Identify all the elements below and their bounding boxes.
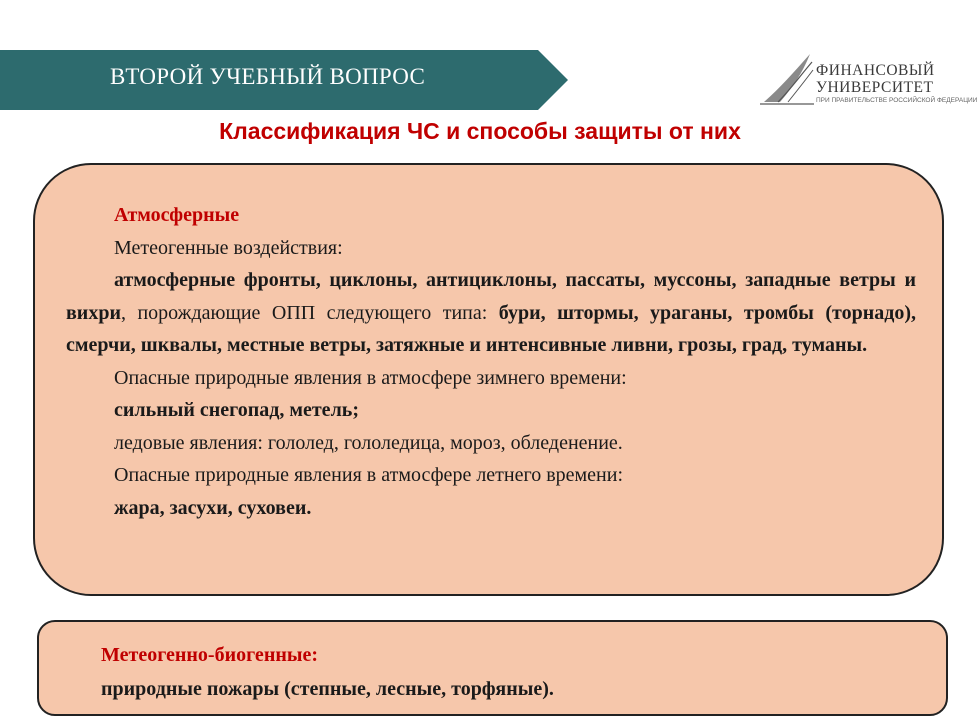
summer-phenomena: жара, засухи, суховеи. (114, 496, 312, 519)
biogenic-content (101, 638, 554, 706)
banner-text: ВТОРОЙ УЧЕБНЫЙ ВОПРОС (110, 64, 426, 89)
winter-phenomena: сильный снегопад, метель; (114, 399, 360, 421)
logo-line3: ПРИ ПРАВИТЕЛЬСТВЕ РОССИЙСКОЙ ФЕДЕРАЦИИ (816, 97, 977, 104)
meteo-phenomena: бури, штормы, ураганы, тромбы (торнадо), смерчи, шквалы, местные ветры, затяжные и интенсивные ливни, грозы, град, туманы. (66, 301, 916, 356)
meteo-intro: Метеогенные воздействия: (114, 236, 343, 259)
meteo-factors: атмосферные фронты, циклоны, антициклоны, пассаты, муссоны, западные ветры и вихри (66, 269, 916, 324)
atmospheric-box (33, 163, 944, 596)
logo-line2: УНИВЕРСИТЕТ (816, 79, 934, 96)
meteo-mid: , порождающие ОПП следующего типа: (120, 301, 499, 324)
logo-line1: ФИНАНСОВЫЙ (816, 62, 935, 79)
logo-emblem-icon (758, 52, 816, 108)
biogenic-box (37, 620, 948, 716)
university-logo (758, 52, 977, 108)
atmospheric-heading: Атмосферные (114, 204, 240, 226)
ice-phenomena: ледовые явления: гололед, гололедица, мороз, обледенение. (114, 431, 623, 454)
biogenic-text: природные пожары (степные, лесные, торфяные). (101, 678, 554, 700)
slide-title: Классификация ЧС и способы защиты от них (219, 118, 741, 144)
winter-intro: Опасные природные явления в атмосфере зимнего времени: (114, 366, 627, 389)
summer-intro: Опасные природные явления в атмосфере летнего времени: (114, 464, 624, 486)
biogenic-heading: Метеогенно-биогенные: (101, 644, 319, 666)
atmospheric-content (66, 199, 916, 524)
section-banner (0, 50, 568, 110)
